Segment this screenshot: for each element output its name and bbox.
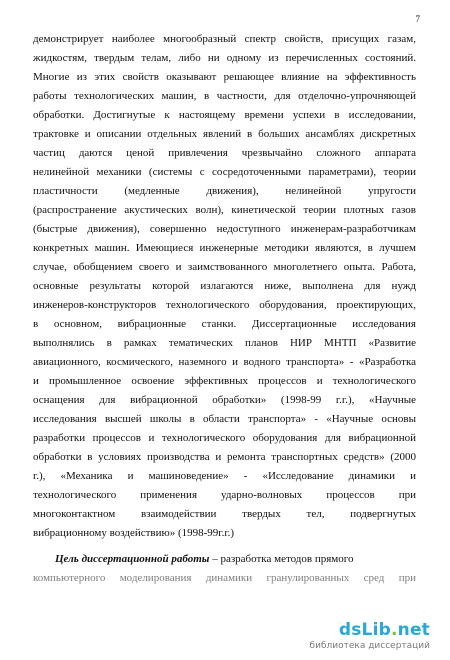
text-line: инженеров-конструкторов технологического оборудования, проектирующих, — [33, 299, 416, 311]
text-line: демонстрирует наиболее многообразный спектр свойств, присущих газам, — [33, 33, 416, 45]
text-line: обработки в условиях производства и ремонта транспортных средств» (2000 — [33, 451, 416, 463]
text-line: выполнялись в рамках тематических планов НИР МНТП «Развитие — [33, 337, 416, 349]
text-line: (распространение акустических волн), кинетической теории плотных газов — [33, 204, 416, 216]
goal-paragraph — [33, 550, 416, 588]
text-line: разработки процессов и технологического оборудования для вибрационной — [33, 432, 416, 444]
text-line — [33, 550, 416, 569]
text-line: случае, обобщением своего и заимствованного многолетнего опыта. Работа, — [33, 261, 416, 273]
text-line: частиц даются ценой привлечения чрезвычайно сложного аппарата — [33, 147, 416, 159]
watermark-logo: dsLib.net — [338, 620, 430, 640]
text-line: вибрационному воздействию» (1998-99г.г.) — [33, 527, 235, 539]
text-line: исследования высшей школы в области транспорта» - «Научные основы — [33, 413, 416, 425]
text-line: трактовке и описании отдельных явлений в больших ансамблях дискретных — [33, 128, 416, 140]
text-line: (быстрые движения), совершенно недоступного инженерам-разработчикам — [33, 223, 416, 235]
text-line: и промышленное освоение эффективных процессов и технологического — [33, 375, 416, 387]
text-line: авиационного, космического, наземного и водного транспорта» - «Разработка — [33, 356, 416, 368]
text-line: нелинейной механики (системы с сосредоточенными параметрами), теории — [33, 166, 416, 178]
text-line: оснащения для вибрационной обработки» (1998-99 г.г.), «Научные — [33, 394, 416, 406]
goal-rest: – разработка методов прямого — [209, 553, 354, 565]
text-line: конкретных машин. Имеющиеся инженерные методики являются, в лучшем — [33, 242, 416, 254]
text-line: основные результаты которой излагаются ниже, выполнена для нужд — [33, 280, 416, 292]
page-number: 7 — [415, 14, 420, 24]
text-line: многоконтактном взаимодействии твердых тел, подвергнутых — [33, 508, 416, 520]
main-paragraph — [33, 30, 416, 543]
goal-lead: Цель диссертационной работы — [55, 553, 210, 565]
text-line: г.), «Механика и машиноведение» - «Исследование динамики и — [33, 470, 416, 482]
document-body — [33, 30, 416, 588]
text-line: работы технологических машин, в частности, для отделочно-упрочняющей — [33, 90, 416, 102]
watermark — [294, 614, 444, 654]
text-line: пластичности (медленные движения), нелинейной упругости — [33, 185, 416, 197]
text-line: Многие из этих свойств оказывают решающее влияние на эффективность — [33, 71, 416, 83]
watermark-subtitle: библиотека диссертаций — [309, 641, 430, 651]
text-line: в основном, вибрационные станки. Диссертационные исследования — [33, 318, 416, 330]
text-line: компьютерного моделирования динамики гранулированных сред при — [33, 572, 416, 584]
text-line: жидкостям, твердым телам, либо ни одному из перечисленных состояний. — [33, 52, 416, 64]
text-line: технологического применения ударно-волновых процессов при — [33, 489, 416, 501]
text-line: обработки. Достигнутые к настоящему времени успехи в исследовании, — [33, 109, 416, 121]
